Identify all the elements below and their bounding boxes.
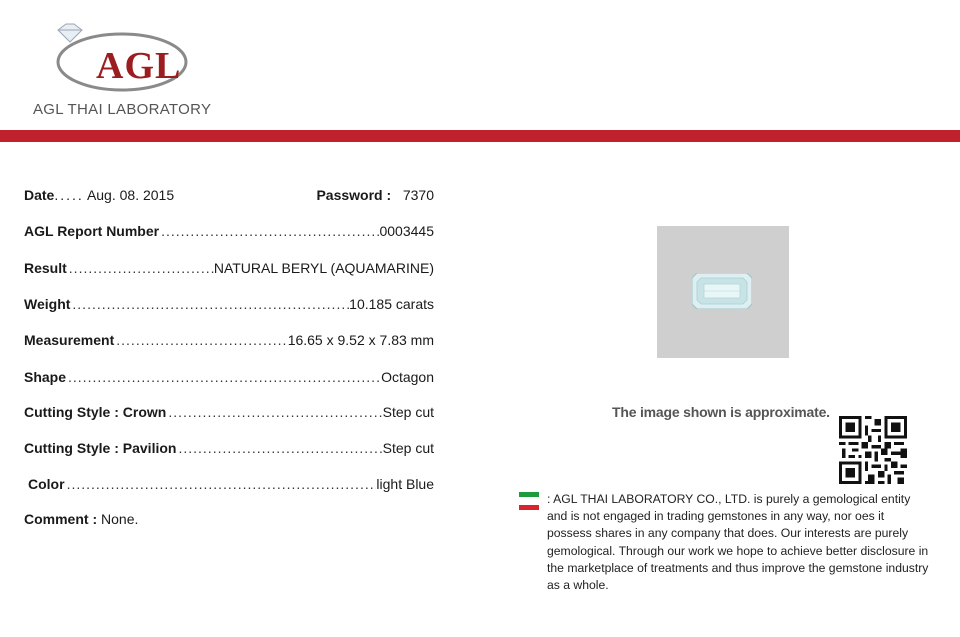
field-label: Weight xyxy=(24,296,71,312)
leader-dots xyxy=(114,330,287,350)
header-divider xyxy=(0,130,960,142)
field-label: Color xyxy=(28,476,65,492)
field-label: Result xyxy=(24,260,67,276)
date-label: Date xyxy=(24,187,55,203)
date-value: Aug. 08. 2015 xyxy=(86,187,175,203)
gemstone-icon xyxy=(692,273,752,309)
field-row-weight xyxy=(24,294,434,314)
field-label: Measurement xyxy=(24,332,115,348)
field-value: Octagon xyxy=(381,369,434,385)
comment-label: Comment : xyxy=(24,511,98,527)
field-value: 16.65 x 9.52 x 7.83 mm xyxy=(287,332,434,348)
leader-dots xyxy=(166,402,382,422)
leader-dots xyxy=(176,438,382,458)
field-row-color xyxy=(28,474,434,494)
field-row-shape xyxy=(24,367,434,387)
password-group xyxy=(316,185,434,205)
field-value: NATURAL BERYL (AQUAMARINE) xyxy=(213,260,434,276)
leader-dots xyxy=(70,294,349,314)
field-value: 10.185 carats xyxy=(349,296,434,312)
leader-dots xyxy=(66,367,381,387)
field-row-report-number xyxy=(24,221,434,241)
field-row-pavilion xyxy=(24,438,434,458)
field-label: Cutting Style : Crown xyxy=(24,404,167,420)
field-label: Shape xyxy=(24,369,67,385)
field-value: Step cut xyxy=(382,440,434,456)
field-label: Cutting Style : Pavilion xyxy=(24,440,177,456)
field-label: AGL Report Number xyxy=(24,223,160,239)
field-value: light Blue xyxy=(376,476,434,492)
leader-dots xyxy=(67,258,214,278)
password-label: Password : xyxy=(316,187,392,203)
leader-dots xyxy=(65,474,377,494)
field-row-measurement xyxy=(24,330,434,350)
qr-code-icon[interactable] xyxy=(839,416,907,484)
flag-icon xyxy=(519,492,539,510)
disclaimer-text: : AGL THAI LABORATORY CO., LTD. is purely a gemological entity and is not engaged in trading gemstones in any way, nor oes it possess shares in any company that does. Our interests are purely gemological. Through our work we hope to achieve better disclosure in the marketplace of treatments and thus improve the gemstone industry as a whole. xyxy=(547,492,929,593)
leader-dots xyxy=(159,221,379,241)
date-row: Date..... Aug. 08. 2015 Password : 7370 xyxy=(24,187,434,203)
password-value: 7370 xyxy=(402,187,434,203)
field-value: Step cut xyxy=(382,404,434,420)
field-row-crown xyxy=(24,402,434,422)
image-approximate-note: The image shown is approximate. xyxy=(612,404,830,420)
lab-name: AGL THAI LABORATORY xyxy=(33,101,212,118)
gemstone-photo xyxy=(657,226,789,358)
logo-text: AGL xyxy=(96,45,182,87)
comment-value: None. xyxy=(101,511,139,527)
comment-row xyxy=(24,509,138,529)
field-row-result xyxy=(24,258,434,278)
field-value: 0003445 xyxy=(379,223,434,239)
